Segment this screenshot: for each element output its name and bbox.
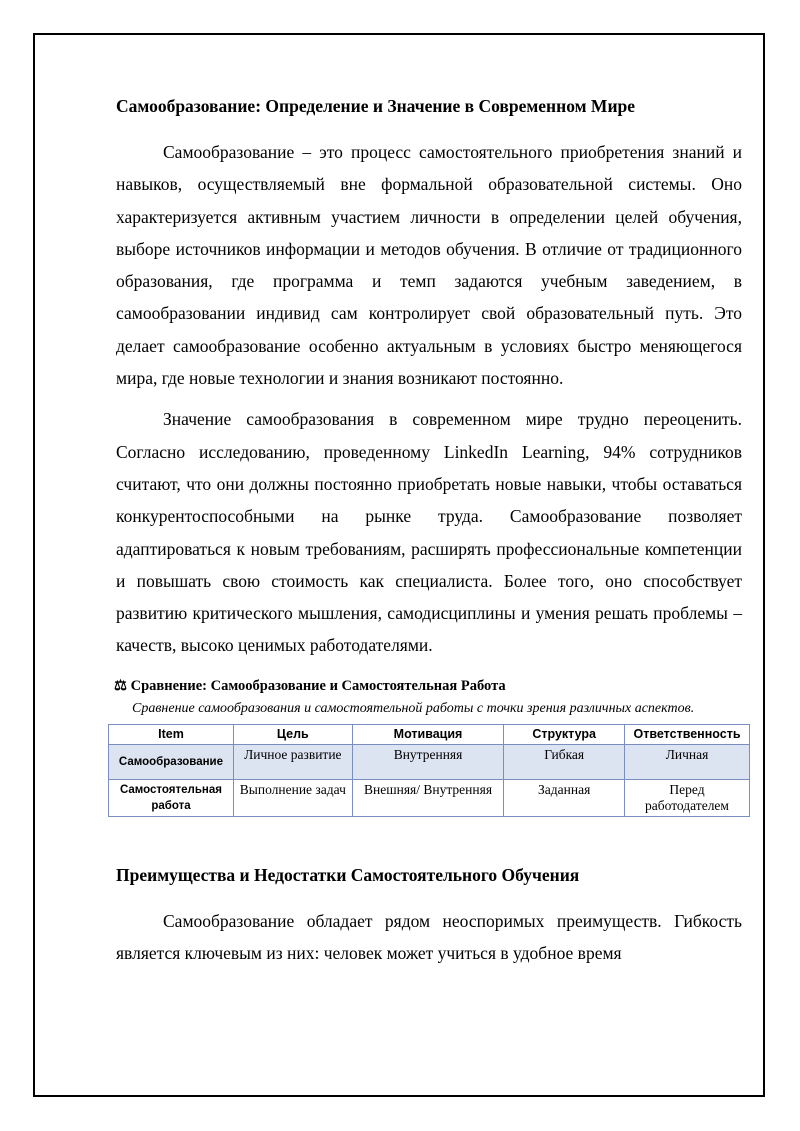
table-cell: Перед работодателем	[625, 779, 750, 816]
scales-icon: ⚖	[114, 677, 127, 694]
section-heading: Преимущества и Недостатки Самостоятельного Обучения	[116, 864, 580, 885]
table-row-header: Самообразование	[109, 744, 234, 779]
table-cell: Заданная	[504, 779, 625, 816]
table-header-cell: Item	[109, 724, 234, 744]
paragraph: Самообразование обладает рядом неоспоримых преимуществ. Гибкость является ключевым из них: человек может учиться в удобное время	[116, 910, 742, 964]
table-cell: Выполнение задач	[233, 779, 352, 816]
document-content	[116, 94, 742, 969]
table-header-cell: Мотивация	[352, 724, 504, 744]
table-header-cell: Ответственность	[625, 724, 750, 744]
table-cell: Личная	[625, 744, 750, 779]
table-row-header: Самостоятельная работа	[109, 779, 234, 816]
table-caption: Сравнение самообразования и самостоятельной работы с точки зрения различных аспектов.	[132, 700, 695, 716]
comparison-table-block	[116, 676, 742, 817]
paragraph: Значение самообразования в современном мире трудно переоценить. Согласно исследованию, проведенному LinkedIn Learning, 94% сотрудников считают, что они должны постоянно приобретать новые навыки, чтобы оставаться конкурентоспособными на рынке труда. Самообразование позволяет адаптироваться к новым требованиям, расширять профессиональные компетенции и повышать свою стоимость как специалиста. Более того, оно способствует развитию критического мышления, самодисциплины и умения решать проблемы – качеств, высоко ценимых работодателями.	[116, 409, 742, 656]
table-header-cell: Цель	[233, 724, 352, 744]
table-header-row	[109, 724, 750, 744]
section-heading: Самообразование: Определение и Значение в Современном Мире	[116, 96, 636, 116]
table-row	[109, 779, 750, 816]
table-cell: Гибкая	[504, 744, 625, 779]
table-title	[114, 676, 742, 696]
table-header-cell: Структура	[504, 724, 625, 744]
table-row	[109, 744, 750, 779]
table-cell: Внешняя/ Внутренняя	[352, 779, 504, 816]
table-cell: Личное развитие	[233, 744, 352, 779]
paragraph: Самообразование – это процесс самостоятельного приобретения знаний и навыков, осуществляемый вне формальной образовательной системы. Оно характеризуется активным участием личности в определении целей обучения, выборе источников информации и методов обучения. В отличие от традиционного образования, где программа и темп задаются учебным заведением, в самообразовании индивид сам контролирует свой образовательный путь. Это делает самообразование особенно актуальным в условиях быстро меняющегося мира, где новые технологии и знания возникают постоянно.	[116, 142, 742, 389]
table-title-text: Сравнение: Самообразование и Самостоятельная Работа	[130, 677, 506, 694]
comparison-table	[108, 724, 750, 817]
table-cell: Внутренняя	[352, 744, 504, 779]
